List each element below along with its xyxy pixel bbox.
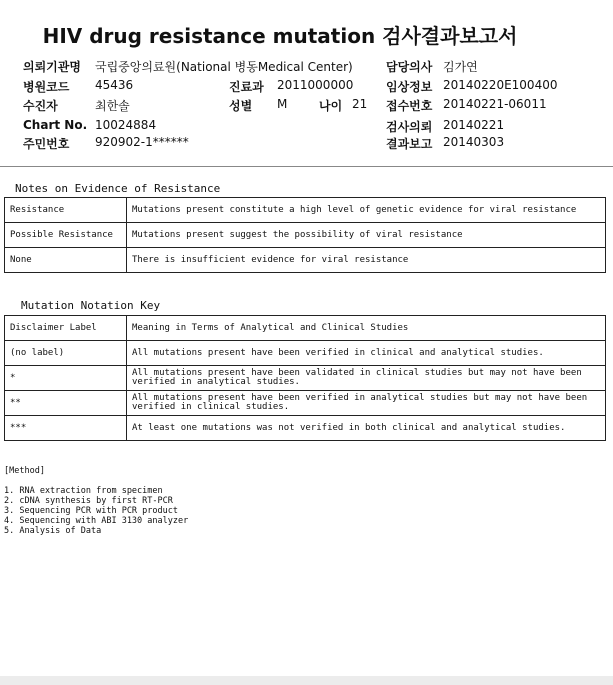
notation-desc: All mutations present have been validated in clinical studies but may not have been verified in analytical studies. [127, 366, 606, 391]
evidence-label: None [5, 248, 127, 273]
method-step: 2. cDNA synthesis by first RT-PCR [4, 496, 173, 506]
sex-label: 성별 [229, 99, 253, 113]
notation-desc: At least one mutations was not verified in both clinical and analytical studies. [127, 416, 606, 441]
method-step: 3. Sequencing PCR with PCR product [4, 506, 178, 516]
report-date-value: 20140303 [443, 135, 505, 149]
table-row [5, 416, 606, 441]
table-row [5, 391, 606, 416]
method-step: 5. Analysis of Data [4, 526, 102, 536]
table-row [5, 223, 606, 248]
resident-no-label: 주민번호 [23, 137, 70, 151]
evidence-label: Resistance [5, 198, 127, 223]
table-row [5, 316, 606, 341]
institution-value: 국립중앙의료원(National 병동Medical Center) [95, 60, 353, 74]
evidence-table [4, 197, 606, 273]
table-row [5, 341, 606, 366]
hospital-code-label: 병원코드 [23, 80, 70, 94]
doctor-label: 담당의사 [386, 60, 433, 74]
chart-no-value: 10024884 [95, 118, 157, 132]
clinic-value: 2011000000 [277, 78, 354, 92]
age-value: 21 [352, 97, 368, 111]
header-divider [0, 166, 613, 167]
sex-value: M [277, 97, 288, 111]
evidence-desc: There is insufficient evidence for viral resistance [127, 248, 606, 273]
receipt-value: 20140221-06011 [443, 97, 547, 111]
report-title: HIV drug resistance mutation 검사결과보고서 [42, 24, 518, 48]
clinical-info-label: 임상정보 [386, 80, 433, 94]
institution-label: 의뢰기관명 [23, 60, 81, 74]
hospital-code-value: 45436 [95, 78, 134, 92]
doctor-value: 김가연 [443, 60, 478, 74]
clinic-label: 진료과 [229, 80, 264, 94]
receipt-label: 접수번호 [386, 99, 433, 113]
notation-label: *** [5, 416, 127, 441]
evidence-label: Possible Resistance [5, 223, 127, 248]
notation-desc: All mutations present have been verified in clinical and analytical studies. [127, 341, 606, 366]
evidence-section-title: Notes on Evidence of Resistance [15, 182, 221, 195]
resident-no-value: 920902-1****** [95, 135, 189, 149]
request-date-value: 20140221 [443, 118, 505, 132]
notation-label: Disclaimer Label [5, 316, 127, 341]
report-date-label: 결과보고 [386, 137, 433, 151]
evidence-desc: Mutations present suggest the possibility of viral resistance [127, 223, 606, 248]
patient-label: 수진자 [23, 99, 58, 113]
notation-table [4, 315, 606, 441]
notation-desc: All mutations present have been verified in analytical studies but may not have been verified in clinical studies. [127, 391, 606, 416]
table-row [5, 198, 606, 223]
notation-label: * [5, 366, 127, 391]
notation-section-title: Mutation Notation Key [21, 299, 161, 312]
patient-value: 최한솔 [95, 99, 130, 113]
chart-no-label: Chart No. [23, 118, 88, 132]
notation-label: (no label) [5, 341, 127, 366]
request-date-label: 검사의뢰 [386, 120, 433, 134]
age-label: 나이 [319, 99, 343, 113]
notation-label: ** [5, 391, 127, 416]
method-title: [Method] [4, 466, 45, 476]
table-row [5, 366, 606, 391]
notation-desc: Meaning in Terms of Analytical and Clinical Studies [127, 316, 606, 341]
evidence-desc: Mutations present constitute a high level of genetic evidence for viral resistance [127, 198, 606, 223]
method-step: 1. RNA extraction from specimen [4, 486, 163, 496]
page-bottom-bar [0, 676, 613, 685]
table-row [5, 248, 606, 273]
method-step: 4. Sequencing with ABI 3130 analyzer [4, 516, 189, 526]
clinical-info-value: 20140220E100400 [443, 78, 558, 92]
